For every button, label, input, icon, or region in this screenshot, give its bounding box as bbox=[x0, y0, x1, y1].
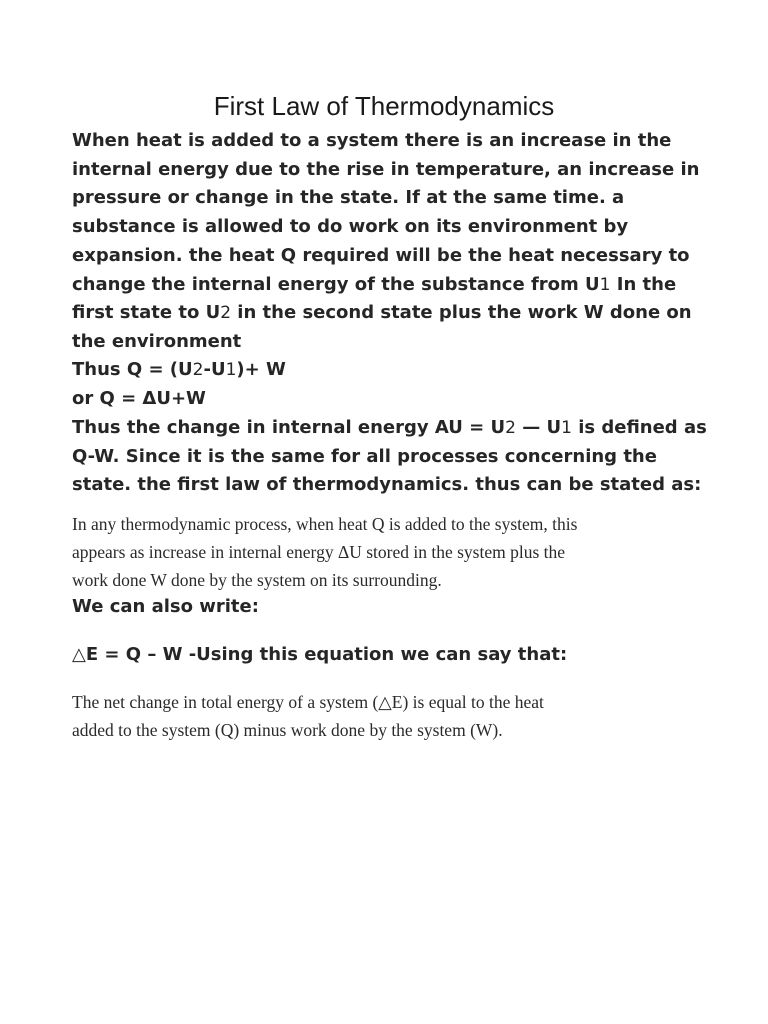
text-fragment: change the internal energy of the substance from U bbox=[72, 273, 600, 295]
law-statement bbox=[72, 510, 722, 594]
text-line: appears as increase in internal energy ΔU stored in the system plus the bbox=[72, 542, 566, 562]
text-line: Q-W. Since it is the same for all processes concerning the bbox=[72, 445, 657, 467]
text-line: pressure or change in the state. If at the same time. a bbox=[72, 187, 625, 209]
text-line: We can also write: bbox=[72, 596, 259, 617]
subscript: 2 bbox=[192, 360, 204, 380]
text-fragment: in the second state plus the work W done on bbox=[231, 302, 692, 324]
text-fragment: Thus the change in internal energy AU = U bbox=[72, 417, 506, 438]
text-line: In any thermodynamic process, when heat Q is added to the system, this bbox=[72, 514, 578, 534]
text-line: the environment bbox=[72, 330, 242, 352]
text-line: added to the system (Q) minus work done by the system (W). bbox=[72, 720, 503, 740]
text-fragment: In the bbox=[610, 273, 677, 295]
equations-block bbox=[72, 356, 712, 413]
page-title: First Law of Thermodynamics bbox=[213, 91, 555, 121]
text-line bbox=[72, 271, 712, 300]
text-line: When heat is added to a system there is an increase in the bbox=[72, 130, 672, 151]
also-write-heading bbox=[72, 593, 712, 622]
subscript: 1 bbox=[599, 274, 611, 295]
text-line: work done W done by the system on its surrounding. bbox=[72, 570, 442, 590]
subscript: 2 bbox=[505, 418, 516, 438]
text-fragment: first state to U bbox=[72, 302, 221, 324]
subscript: 2 bbox=[220, 303, 232, 324]
equation-line: △E = Q – W -Using this equation we can say that: bbox=[72, 644, 568, 665]
equation-line: or Q = ΔU+W bbox=[72, 387, 206, 409]
text-line: expansion. the heat Q required will be the heat necessary to bbox=[72, 244, 690, 266]
text-line: The net change in total energy of a system (△E) is equal to the heat bbox=[72, 692, 544, 712]
intro-paragraph bbox=[72, 127, 712, 357]
text-line bbox=[72, 299, 712, 328]
text-line bbox=[72, 414, 712, 443]
text-line: substance is allowed to do work on its environment by bbox=[72, 216, 629, 238]
definition-paragraph bbox=[72, 414, 712, 500]
text-fragment: is defined as bbox=[571, 417, 707, 438]
text-fragment: )+ W bbox=[236, 359, 286, 380]
text-fragment: — U bbox=[515, 417, 562, 438]
text-line: internal energy due to the rise in temperature, an increase in bbox=[72, 158, 700, 180]
conclusion-statement bbox=[72, 688, 722, 744]
text-fragment: Thus Q = (U bbox=[72, 359, 193, 380]
equation-line bbox=[72, 356, 712, 385]
subscript: 1 bbox=[561, 418, 572, 438]
delta-energy-equation bbox=[72, 641, 712, 670]
subscript: 1 bbox=[225, 360, 237, 380]
text-line: state. the first law of thermodynamics. thus can be stated as: bbox=[72, 474, 702, 496]
text-fragment: -U bbox=[203, 359, 226, 380]
